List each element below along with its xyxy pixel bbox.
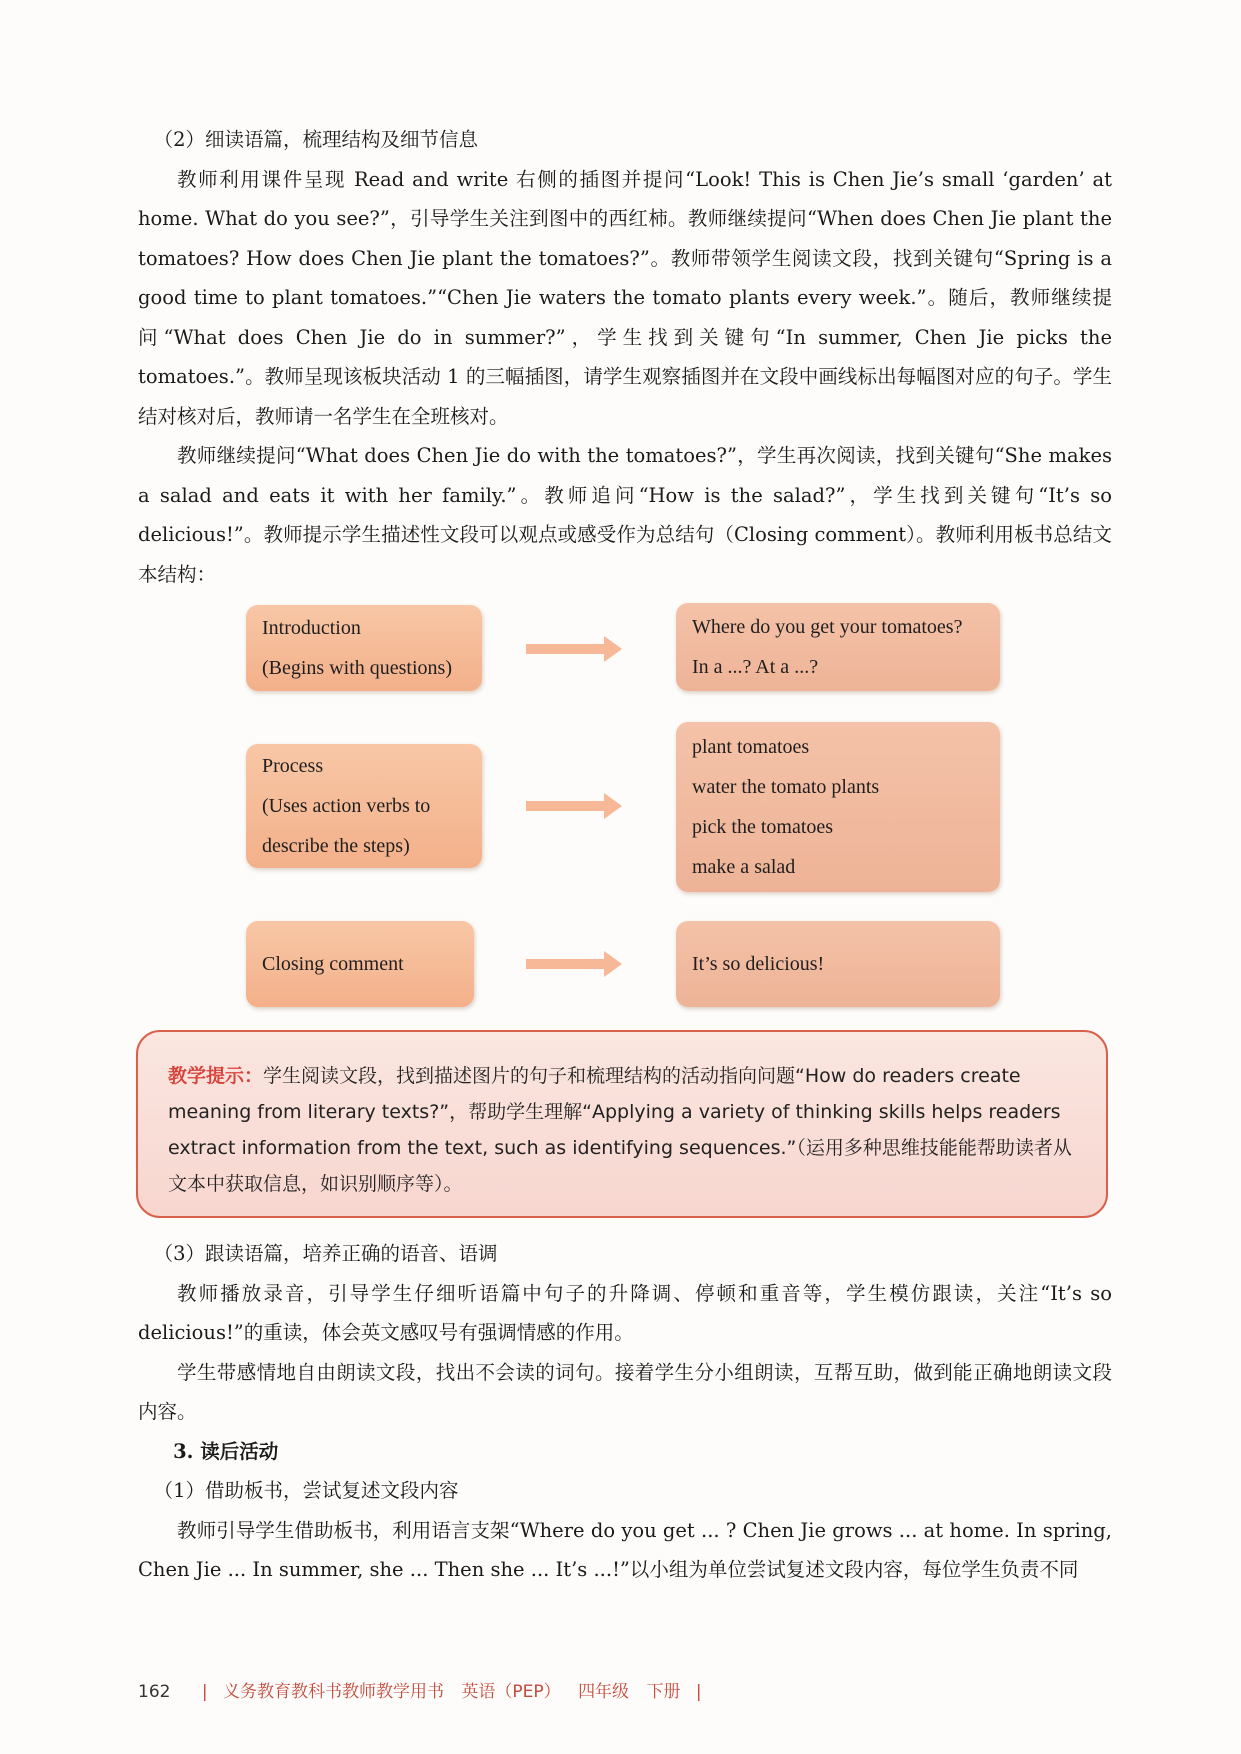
arrow-right-icon bbox=[526, 791, 622, 821]
closing-detail-box bbox=[676, 921, 1000, 1007]
paragraph: 教师播放录音，引导学生仔细听语篇中句子的升降调、停顿和重音等，学生模仿跟读，关注“It’s so delicious!”的重读，体会英文感叹号有强调情感的作用。 bbox=[138, 1281, 1112, 1344]
process-box bbox=[246, 744, 482, 868]
box-line: Introduction bbox=[262, 617, 361, 639]
footer-divider: | bbox=[201, 1682, 208, 1702]
process-detail-box bbox=[676, 722, 1000, 892]
box-line: water the tomato plants bbox=[692, 776, 880, 798]
intro-detail-box bbox=[676, 603, 1000, 691]
box-line: plant tomatoes bbox=[692, 736, 810, 758]
paragraph: 教师继续提问“What does Chen Jie do with the tomatoes?”，学生再次阅读，找到关键句“She makes a salad and eats it with her family.”。教师追问“How is the salad?”，学生找到关键句“It’s so delicious!”。教师提示学生描述性文段可以观点或感受作为总结句（Closing comment）。教师利用板书总结文本结构： bbox=[138, 444, 1112, 586]
closing-box bbox=[246, 921, 474, 1007]
arrow-right-icon bbox=[526, 634, 622, 664]
top-text bbox=[138, 120, 1112, 594]
intro-box bbox=[246, 605, 482, 691]
page-footer bbox=[138, 1677, 712, 1702]
paragraph: 教师利用课件呈现 Read and write 右侧的插图并提问“Look! This is Chen Jie’s small ‘garden’ at home. What do you see?”，引导学生关注到图中的西红柿。教师继续提问“When does Chen Jie plant the tomatoes? How does Chen Jie plant the tomatoes?”。教师带领学生阅读文段，找到关键句“Spring is a good time to plant tomatoes.”“Chen Jie waters the tomato plants every week.”。随后，教师继续提问“What does Chen Jie do in summer?”，学生找到关键句“In summer, Chen Jie picks the tomatoes.”。教师呈现该板块活动 1 的三幅插图，请学生观察插图并在文段中画线标出每幅图对应的句子。学生结对核对后，教师请一名学生在全班核对。 bbox=[138, 167, 1112, 428]
paragraph: 教师引导学生借助板书，利用语言支架“Where do you get ... ? Chen Jie grows ... at home. In spring, Chen Jie ... In summer, she ... Then she ... It’s ...!”以小组为单位尝试复述文段内容，每位学生负责不同 bbox=[138, 1518, 1112, 1581]
box-line: Where do you get your tomatoes? bbox=[692, 616, 963, 638]
box-line: (Begins with questions) bbox=[262, 657, 452, 679]
page-number: 162 bbox=[138, 1682, 171, 1702]
box-line: make a salad bbox=[692, 856, 796, 878]
box-line: Closing comment bbox=[262, 953, 404, 975]
teaching-tip-label: 教学提示： bbox=[168, 1065, 264, 1087]
arrow-right-icon bbox=[526, 949, 622, 979]
box-line: describe the steps) bbox=[262, 835, 410, 857]
grade: 四年级 bbox=[578, 1682, 630, 1702]
book-title: 义务教育教科书教师教学用书 bbox=[223, 1682, 444, 1702]
section-title: 3. 读后活动 bbox=[173, 1439, 279, 1463]
paragraph: 学生带感情地自由朗读文段，找出不会读的词句。接着学生分小组朗读，互帮互助，做到能正确地朗读文段内容。 bbox=[138, 1360, 1112, 1423]
bottom-text bbox=[138, 1234, 1112, 1590]
section-heading-1: （1）借助板书，尝试复述文段内容 bbox=[153, 1479, 459, 1502]
teaching-tip-text: 学生阅读文段，找到描述图片的句子和梳理结构的活动指向问题“How do readers create meaning from literary texts?”，帮助学生理解“Applying a variety of thinking skills helps readers extract information from the text, such as identifying sequences.”（运用多种思维技能能帮助读者从文本中获取信息，如识别顺序等）。 bbox=[168, 1065, 1072, 1195]
box-line: In a ...? At a ...? bbox=[692, 656, 819, 678]
box-line: (Uses action verbs to bbox=[262, 795, 431, 817]
section-heading-2: （2）细读语篇，梳理结构及细节信息 bbox=[153, 128, 479, 151]
box-line: Process bbox=[262, 755, 324, 777]
box-line: pick the tomatoes bbox=[692, 816, 834, 838]
volume: 下册 bbox=[646, 1682, 681, 1702]
section-heading-3: （3）跟读语篇，培养正确的语音、语调 bbox=[153, 1242, 498, 1265]
box-line: It’s so delicious! bbox=[692, 953, 825, 975]
teaching-tip-box bbox=[136, 1030, 1108, 1218]
footer-divider: | bbox=[695, 1682, 702, 1702]
subject: 英语（PEP） bbox=[461, 1682, 561, 1702]
